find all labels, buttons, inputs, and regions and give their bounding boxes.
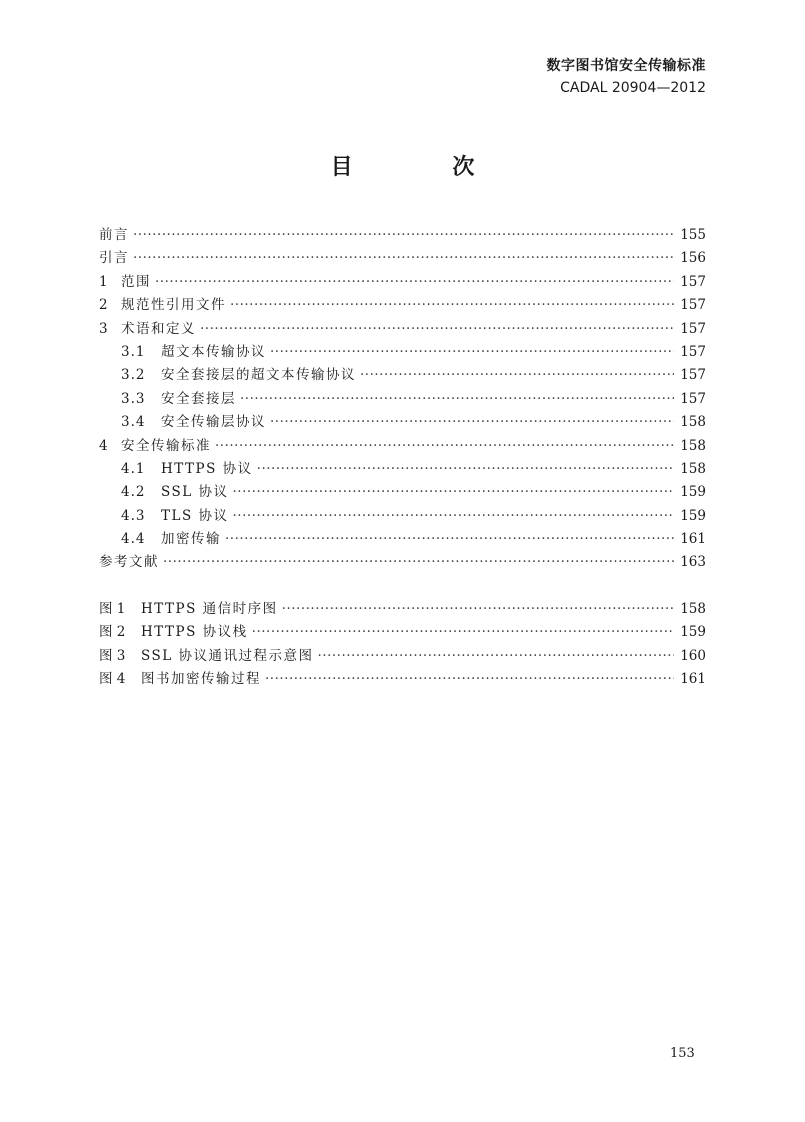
toc-entry[interactable]	[99, 434, 706, 457]
page-title: 目 次	[330, 154, 521, 180]
toc-entry-page: 156	[680, 250, 706, 267]
toc-entry-number: 图 4	[99, 671, 126, 688]
dot-leader	[215, 438, 674, 454]
toc-entry-title: HTTPS 通信时序图	[141, 601, 278, 617]
toc-entry-title: 安全套接层的超文本传输协议	[161, 367, 356, 384]
toc-entry[interactable]	[99, 667, 706, 690]
dot-leader	[233, 484, 675, 500]
toc-entry-title: 安全传输标准	[121, 437, 211, 454]
dot-leader	[270, 344, 674, 360]
toc-entry-number: 3	[99, 320, 108, 337]
toc-entry-title: 前言	[99, 227, 129, 243]
toc-entry[interactable]	[99, 480, 706, 503]
toc-entry[interactable]	[99, 620, 706, 643]
dot-leader	[282, 601, 675, 617]
toc-entry-page: 157	[680, 273, 706, 290]
toc-entry-number: 2	[99, 297, 108, 314]
toc-entry-title: 引言	[99, 250, 129, 267]
toc-entry[interactable]	[99, 340, 706, 363]
table-of-contents	[99, 223, 706, 574]
toc-entry-page: 161	[680, 671, 706, 688]
toc-entry-number: 3.3	[121, 390, 146, 407]
toc-entry-title: 范围	[121, 273, 151, 290]
dot-leader	[257, 461, 675, 477]
dot-leader	[265, 671, 674, 687]
toc-entry-number: 3.1	[121, 343, 146, 360]
toc-entry-page: 159	[680, 507, 706, 524]
toc-entry-title: 超文本传输协议	[161, 343, 266, 360]
toc-entry[interactable]	[99, 293, 706, 316]
toc-entry-title: HTTPS 协议	[161, 460, 253, 477]
toc-entry-page: 157	[680, 390, 706, 407]
figure-list	[99, 597, 706, 691]
dot-leader	[163, 554, 674, 570]
toc-entry[interactable]	[99, 550, 706, 573]
toc-entry-title: 规范性引用文件	[121, 297, 226, 314]
toc-entry-page: 155	[680, 227, 706, 243]
toc-entry-title: 图书加密传输过程	[141, 671, 261, 688]
toc-entry[interactable]	[99, 223, 706, 246]
toc-entry-page: 159	[680, 624, 706, 641]
toc-entry[interactable]	[99, 644, 706, 667]
toc-entry-number: 4.1	[121, 460, 146, 477]
toc-entry-page: 158	[680, 460, 706, 477]
toc-entry-page: 163	[680, 554, 706, 571]
toc-entry-title: 术语和定义	[121, 320, 196, 337]
dot-leader	[133, 227, 674, 243]
toc-entry-number: 图 1	[99, 601, 126, 617]
dot-leader	[240, 391, 674, 407]
toc-entry-number: 3.2	[121, 367, 146, 384]
toc-entry-number: 4.4	[121, 531, 146, 548]
toc-entry-page: 157	[680, 297, 706, 314]
toc-entry[interactable]	[99, 457, 706, 480]
toc-entry[interactable]	[99, 246, 706, 269]
dot-leader	[230, 297, 674, 313]
toc-entry-title: 安全套接层	[161, 390, 236, 407]
toc-entry[interactable]	[99, 597, 706, 620]
toc-entry-number: 4.2	[121, 484, 146, 501]
toc-entry-title: SSL 协议通讯过程示意图	[141, 647, 314, 664]
toc-entry-title: SSL 协议	[161, 484, 229, 501]
toc-entry-page: 157	[680, 320, 706, 337]
toc-entry-title: 加密传输	[161, 531, 221, 548]
toc-entry-page: 158	[680, 437, 706, 454]
toc-entry-page: 158	[680, 601, 706, 617]
toc-entry[interactable]	[99, 317, 706, 340]
page-number: 153	[670, 1046, 695, 1061]
dot-leader	[133, 250, 674, 266]
toc-entry[interactable]	[99, 410, 706, 433]
dot-leader	[200, 321, 674, 337]
toc-entry[interactable]	[99, 527, 706, 550]
toc-entry-page: 159	[680, 484, 706, 501]
toc-entry-number: 4.3	[121, 507, 146, 524]
dot-leader	[225, 531, 674, 547]
toc-entry-number: 4	[99, 437, 108, 454]
toc-entry-number: 1	[99, 273, 108, 290]
toc-entry[interactable]	[99, 363, 706, 386]
toc-entry-number: 图 2	[99, 624, 126, 641]
dot-leader	[360, 367, 674, 383]
toc-entry-page: 158	[680, 414, 706, 431]
header-standard-code: CADAL 20904—2012	[560, 80, 706, 96]
toc-entry-title: TLS 协议	[161, 507, 229, 524]
header-title: 数字图书馆安全传输标准	[546, 58, 706, 74]
dot-leader	[155, 274, 674, 290]
toc-entry-title: 参考文献	[99, 554, 159, 571]
toc-entry-title: 安全传输层协议	[161, 414, 266, 431]
toc-entry-title: HTTPS 协议栈	[141, 624, 248, 641]
toc-entry-page: 160	[680, 647, 706, 664]
toc-entry[interactable]	[99, 387, 706, 410]
dot-leader	[270, 414, 674, 430]
toc-entry[interactable]	[99, 270, 706, 293]
dot-leader	[233, 508, 675, 524]
toc-entry-page: 157	[680, 343, 706, 360]
dot-leader	[318, 648, 675, 664]
toc-entry-number: 图 3	[99, 647, 126, 664]
toc-entry-page: 161	[680, 531, 706, 548]
toc-entry[interactable]	[99, 504, 706, 527]
dot-leader	[252, 624, 675, 640]
toc-entry-page: 157	[680, 367, 706, 384]
toc-entry-number: 3.4	[121, 414, 146, 431]
